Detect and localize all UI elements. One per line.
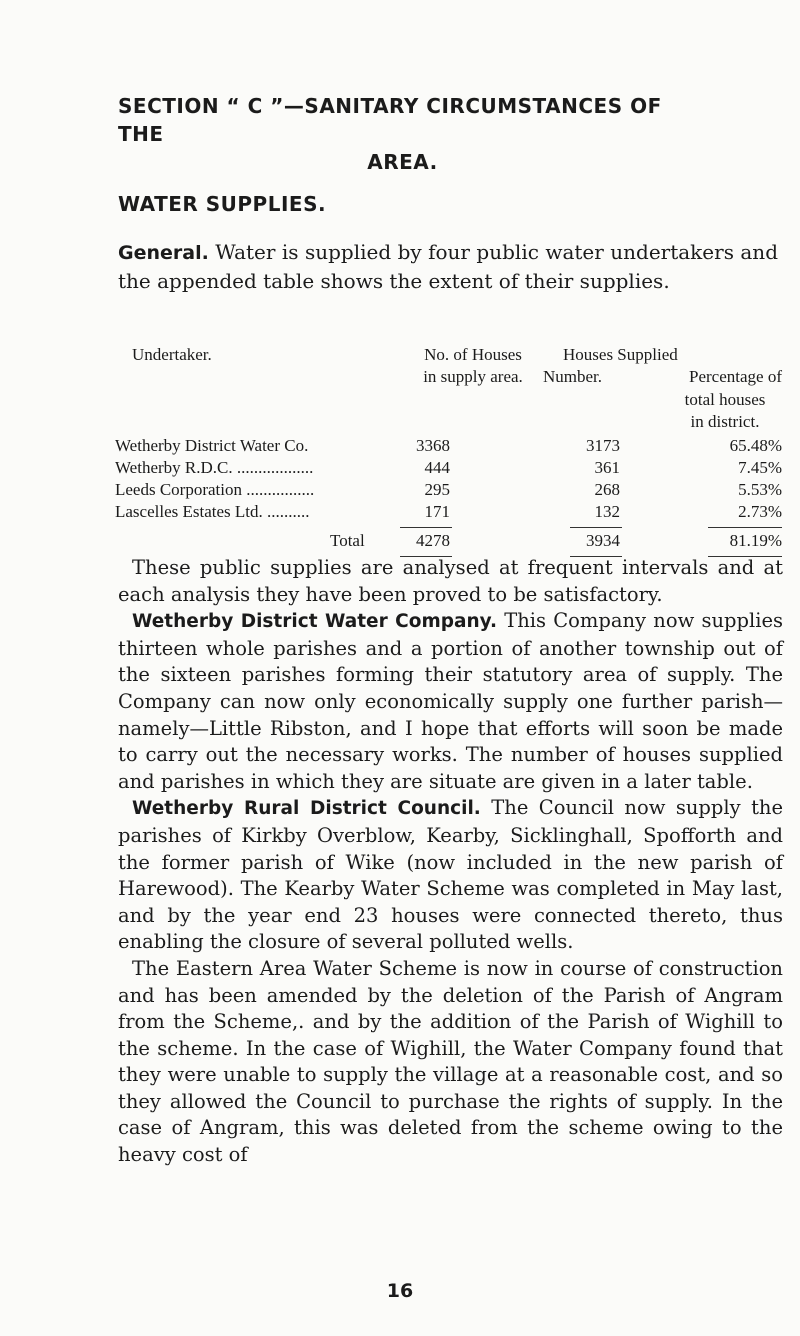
row-1-number: 3173 — [586, 436, 620, 455]
header-percentage-line-2: total houses — [684, 390, 766, 409]
paragraph-water-company — [118, 608, 783, 795]
row-3-number: 268 — [594, 480, 620, 499]
paragraph-rural-council — [118, 795, 783, 956]
row-2-number: 361 — [594, 458, 620, 477]
page-number: 16 — [386, 1280, 414, 1302]
paragraph-eastern-area: The Eastern Area Water Scheme is now in course of construction and has been amended by the deletion of the Parish of Angram from the Scheme,. and by the addition of the Parish of Wighill to the scheme. In the case of Wighill, the Water Company found that they were unable to supply the village at a reasonable cost, and so they allowed the Council to purchase the rights of supply. In the case of Angram, this was deleted from the scheme owing to the heavy cost of — [118, 956, 783, 1167]
header-houses-supplied: Houses Supplied — [563, 345, 678, 364]
header-undertaker: Undertaker. — [132, 345, 212, 364]
row-2-houses: 444 — [424, 458, 450, 477]
total-label: Total — [330, 531, 365, 550]
intro-text: Water is supplied by four public water undertakers and the appended table shows the extent of their supplies. — [118, 240, 778, 293]
paragraph-water-company-lead: Wetherby District Water Company. — [132, 611, 498, 633]
supply-table — [0, 0, 800, 600]
section-title-line-1: SECTION “ C ”—SANITARY CIRCUMSTANCES OF THE — [118, 94, 662, 146]
row-4-percentage: 2.73% — [738, 502, 782, 521]
row-2-percentage: 7.45% — [738, 458, 782, 477]
header-number: Number. — [543, 367, 603, 386]
row-3-undertaker: Leeds Corporation ................ — [115, 480, 315, 499]
row-4-undertaker: Lascelles Estates Ltd. .......... — [115, 502, 310, 521]
row-4-number: 132 — [594, 502, 620, 521]
row-4-houses: 171 — [424, 502, 450, 521]
row-1-houses: 3368 — [416, 436, 450, 455]
row-2-undertaker: Wetherby R.D.C. .................. — [115, 458, 314, 477]
paragraph-rural-council-lead: Wetherby Rural District Council. — [132, 798, 481, 820]
section-title-line-2: AREA. — [367, 150, 438, 174]
header-percentage-line-3: in district. — [690, 412, 760, 431]
row-1-percentage: 65.48% — [729, 436, 782, 455]
row-1-undertaker: Wetherby District Water Co. — [115, 436, 309, 455]
intro-lead: General. — [118, 242, 209, 264]
total-percentage: 81.19% — [729, 531, 782, 550]
paragraph-water-company-text: This Company now supplies thirteen whole parishes and a portion of another township out of the sixteen parishes forming their statutory area of supply. The Company can now only economically supply one further parish—namely—Little Ribston, and I hope that efforts will soon be made to carry out the necessary works. The number of houses supplied and parishes in which they are situate are given in a later table. — [118, 609, 784, 793]
header-houses-line-1: No. of Houses — [424, 345, 522, 364]
paragraph-analysis: These public supplies are analysed at frequent intervals and at each analysis they have been proved to be satisfactory. — [118, 556, 783, 606]
body-text — [118, 555, 783, 1169]
total-houses: 4278 — [416, 531, 450, 550]
total-rule-houses — [400, 527, 452, 528]
total-number: 3934 — [586, 531, 620, 550]
total-rule-percentage — [708, 527, 782, 528]
header-percentage-line-1: Percentage of — [689, 367, 782, 386]
paragraph-rural-council-text: The Council now supply the parishes of Kirkby Overblow, Kearby, Sicklinghall, Spofforth and the former parish of Wike (now included in the new parish of Harewood). The Kearby Water Scheme was completed in May last, and by the year end 23 houses were connected thereto, thus enabling the closure of several polluted wells. — [118, 796, 783, 954]
total-rule-number — [570, 527, 622, 528]
row-3-percentage: 5.53% — [738, 480, 782, 499]
water-supplies-heading: WATER SUPPLIES. — [118, 192, 327, 216]
row-3-houses: 295 — [424, 480, 450, 499]
header-houses-line-2: in supply area. — [423, 367, 523, 386]
